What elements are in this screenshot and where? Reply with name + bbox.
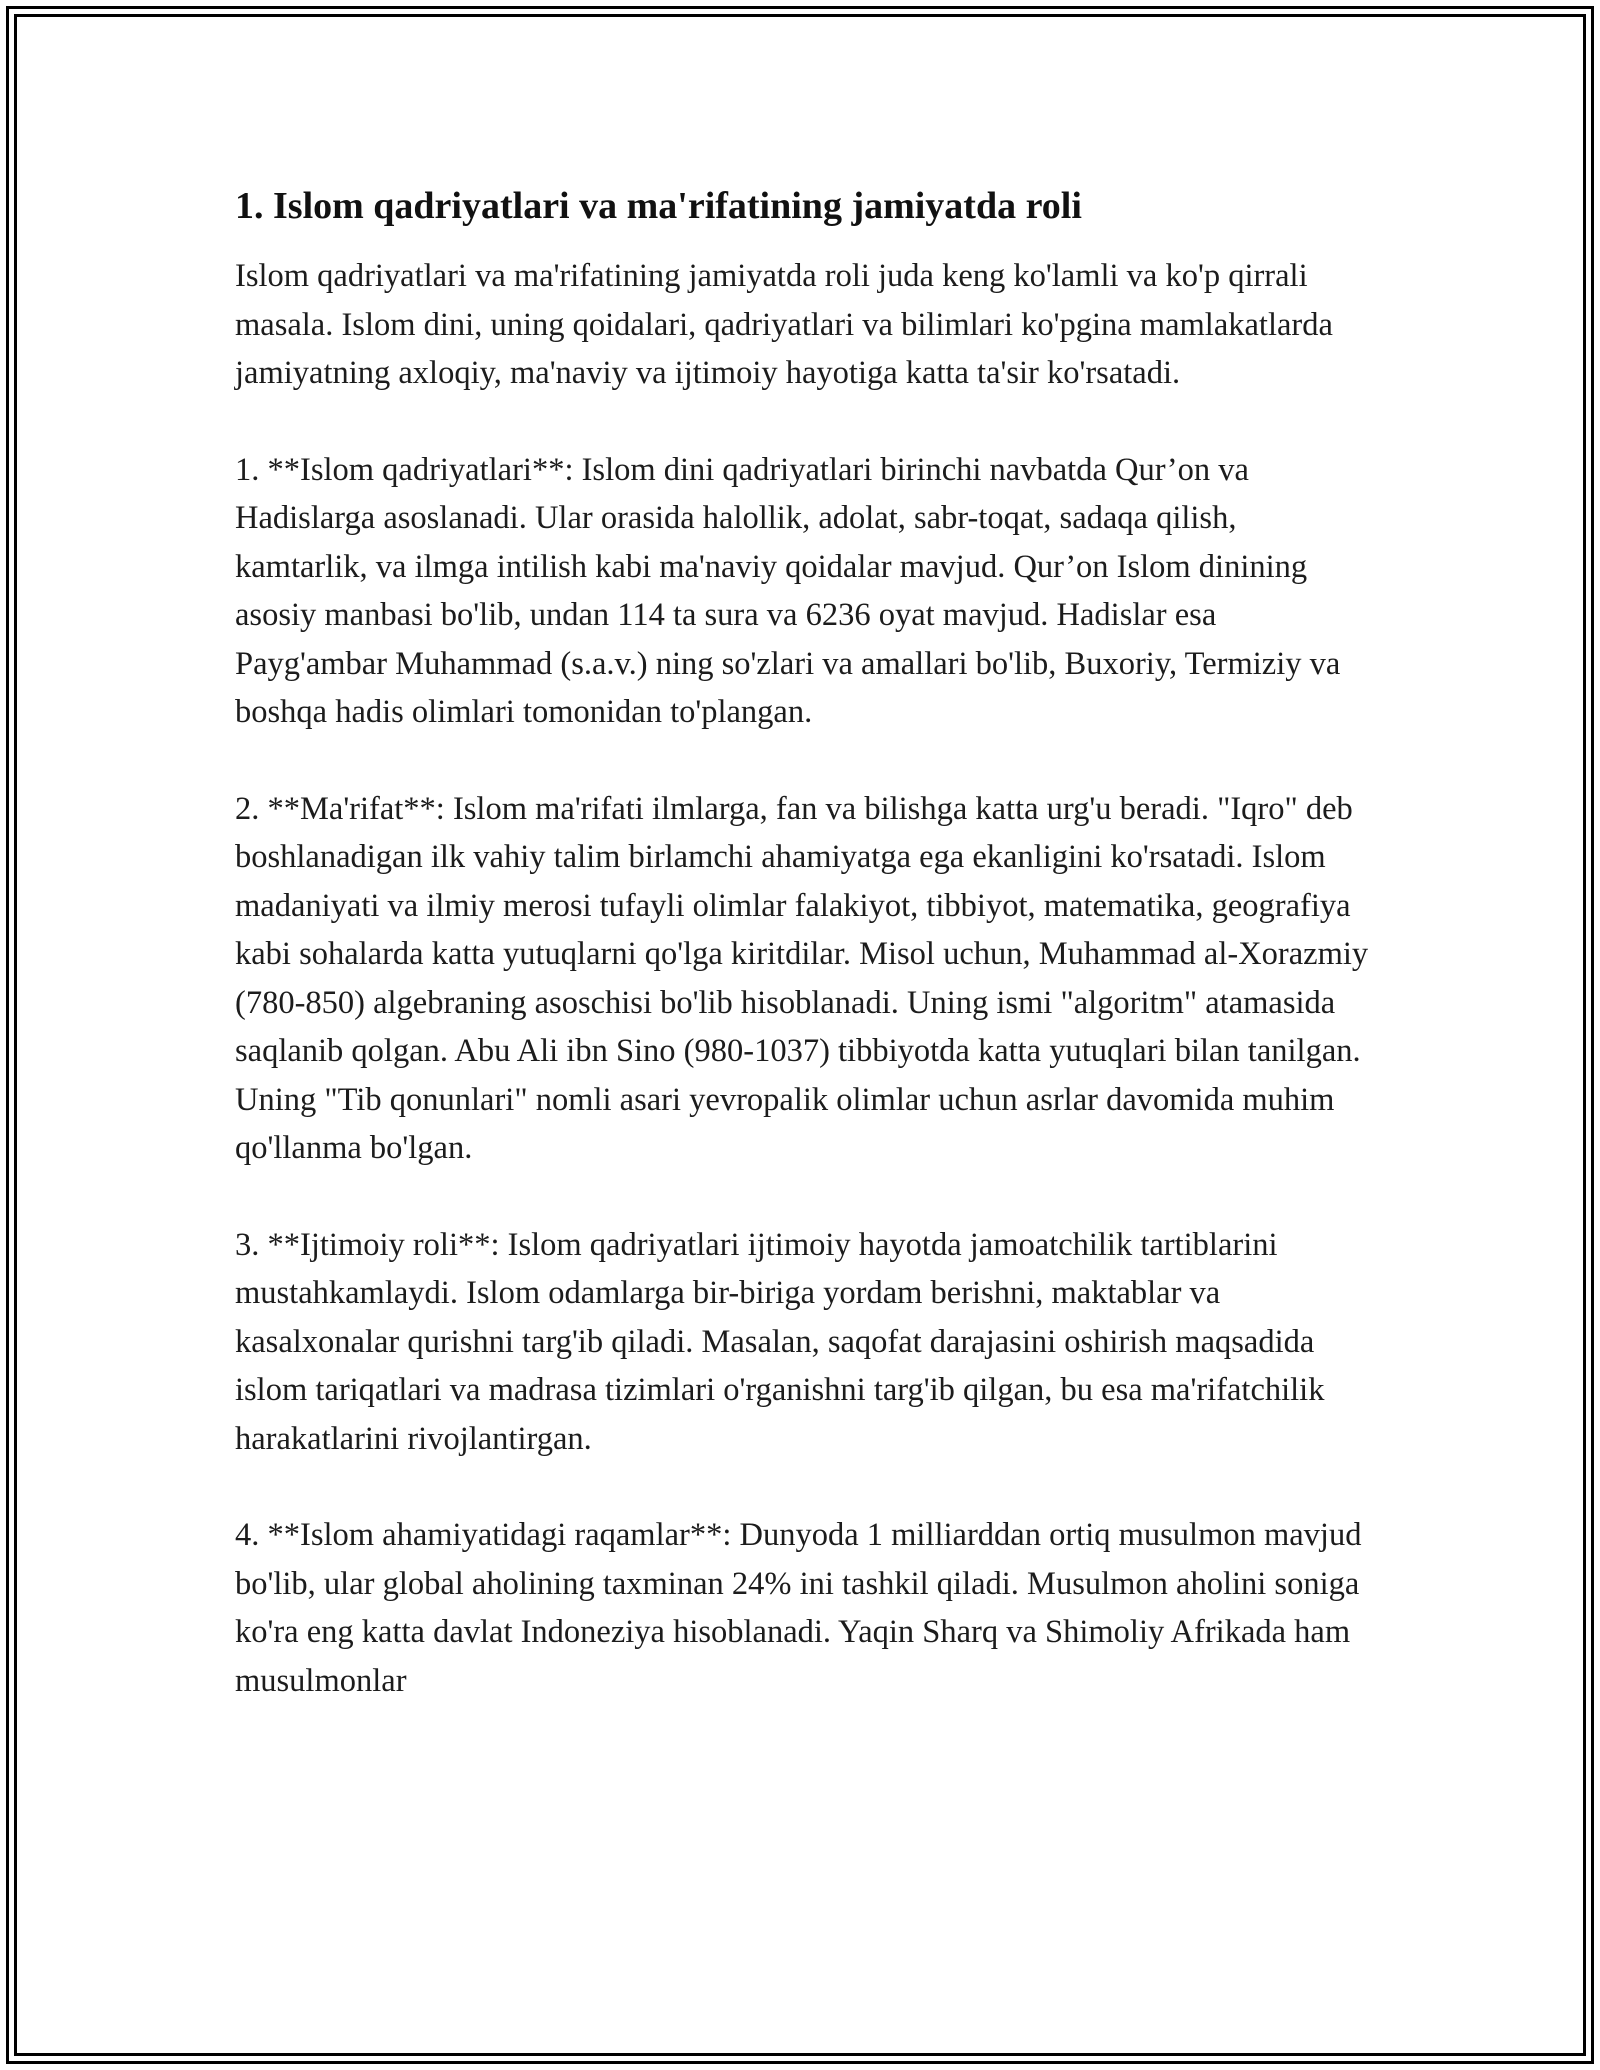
document-title: 1. Islom qadriyatlari va ma'rifatining jamiyatda roli <box>235 185 1082 227</box>
intro-paragraph: Islom qadriyatlari va ma'rifatining jamiyatda roli juda keng ko'lamli va ko'p qirrali masala. Islom dini, uning qoidalari, qadriyatlari va bilimlari ko'pgina mamlakatlarda jamiyatning axloqiy, ma'naviy va ijtimoiy hayotiga katta ta'sir ko'rsatadi. <box>235 258 1333 391</box>
paragraph-raqamlar: 4. **Islom ahamiyatidagi raqamlar**: Dunyoda 1 milliarddan ortiq musulmon mavjud bo'lib, ular global aholining taxminan 24% ini tashkil qiladi. Musulmon aholini soniga ko'ra eng katta davlat Indoneziya hisoblanadi. Yaqin Sharq va Shimoliy Afrikada ham musulmonlar <box>235 1517 1362 1699</box>
paragraph-ijtimoiy-roli: 3. **Ijtimoiy roli**: Islom qadriyatlari ijtimoiy hayotda jamoatchilik tartiblarini mustahkamlaydi. Islom odamlarga bir-biriga yordam berishni, maktablar va kasalxonalar qurishni targ'ib qiladi. Masalan, saqofat darajasini oshirish maqsadida islom tariqatlari va madrasa tizimlari o'rganishni targ'ib qilgan, bu esa ma'rifatchilik harakatlarini rivojlantirgan. <box>235 1226 1325 1457</box>
document-body <box>235 180 1370 1753</box>
paragraph-marifat: 2. **Ma'rifat**: Islom ma'rifati ilmlarga, fan va bilishga katta urg'u beradi. "Iqro" deb boshlanadigan ilk vahiy talim birlamchi ahamiyatga ega ekanligini ko'rsatadi. Islom madaniyati va ilmiy merosi tufayli olimlar falakiyot, tibbiyot, matematika, geografiya kabi sohalarda katta yutuqlarni qo'lga kiritdilar. Misol uchun, Muhammad al-Xorazmiy (780-850) algebraning asoschisi bo'lib hisoblanadi. Uning ismi "algoritm" atamasida saqlanib qolgan. Abu Ali ibn Sino (980-1037) tibbiyotda katta yutuqlari bilan tanilgan. Uning "Tib qonunlari" nomli asari yevropalik olimlar uchun asrlar davomida muhim qo'llanma bo'lgan. <box>235 790 1369 1166</box>
paragraph-islom-qadriyatlari: 1. **Islom qadriyatlari**: Islom dini qadriyatlari birinchi navbatda Qur’on va Hadislarga asoslanadi. Ular orasida halollik, adolat, sabr-toqat, sadaqa qilish, kamtarlik, va ilmga intilish kabi ma'naviy qoidalar mavjud. Qur’on Islom dinining asosiy manbasi bo'lib, undan 114 ta sura va 6236 oyat mavjud. Hadislar esa Payg'ambar Muhammad (s.a.v.) ning so'zlari va amallari bo'lib, Buxoriy, Termiziy va boshqa hadis olimlari tomonidan to'plangan. <box>235 451 1341 730</box>
